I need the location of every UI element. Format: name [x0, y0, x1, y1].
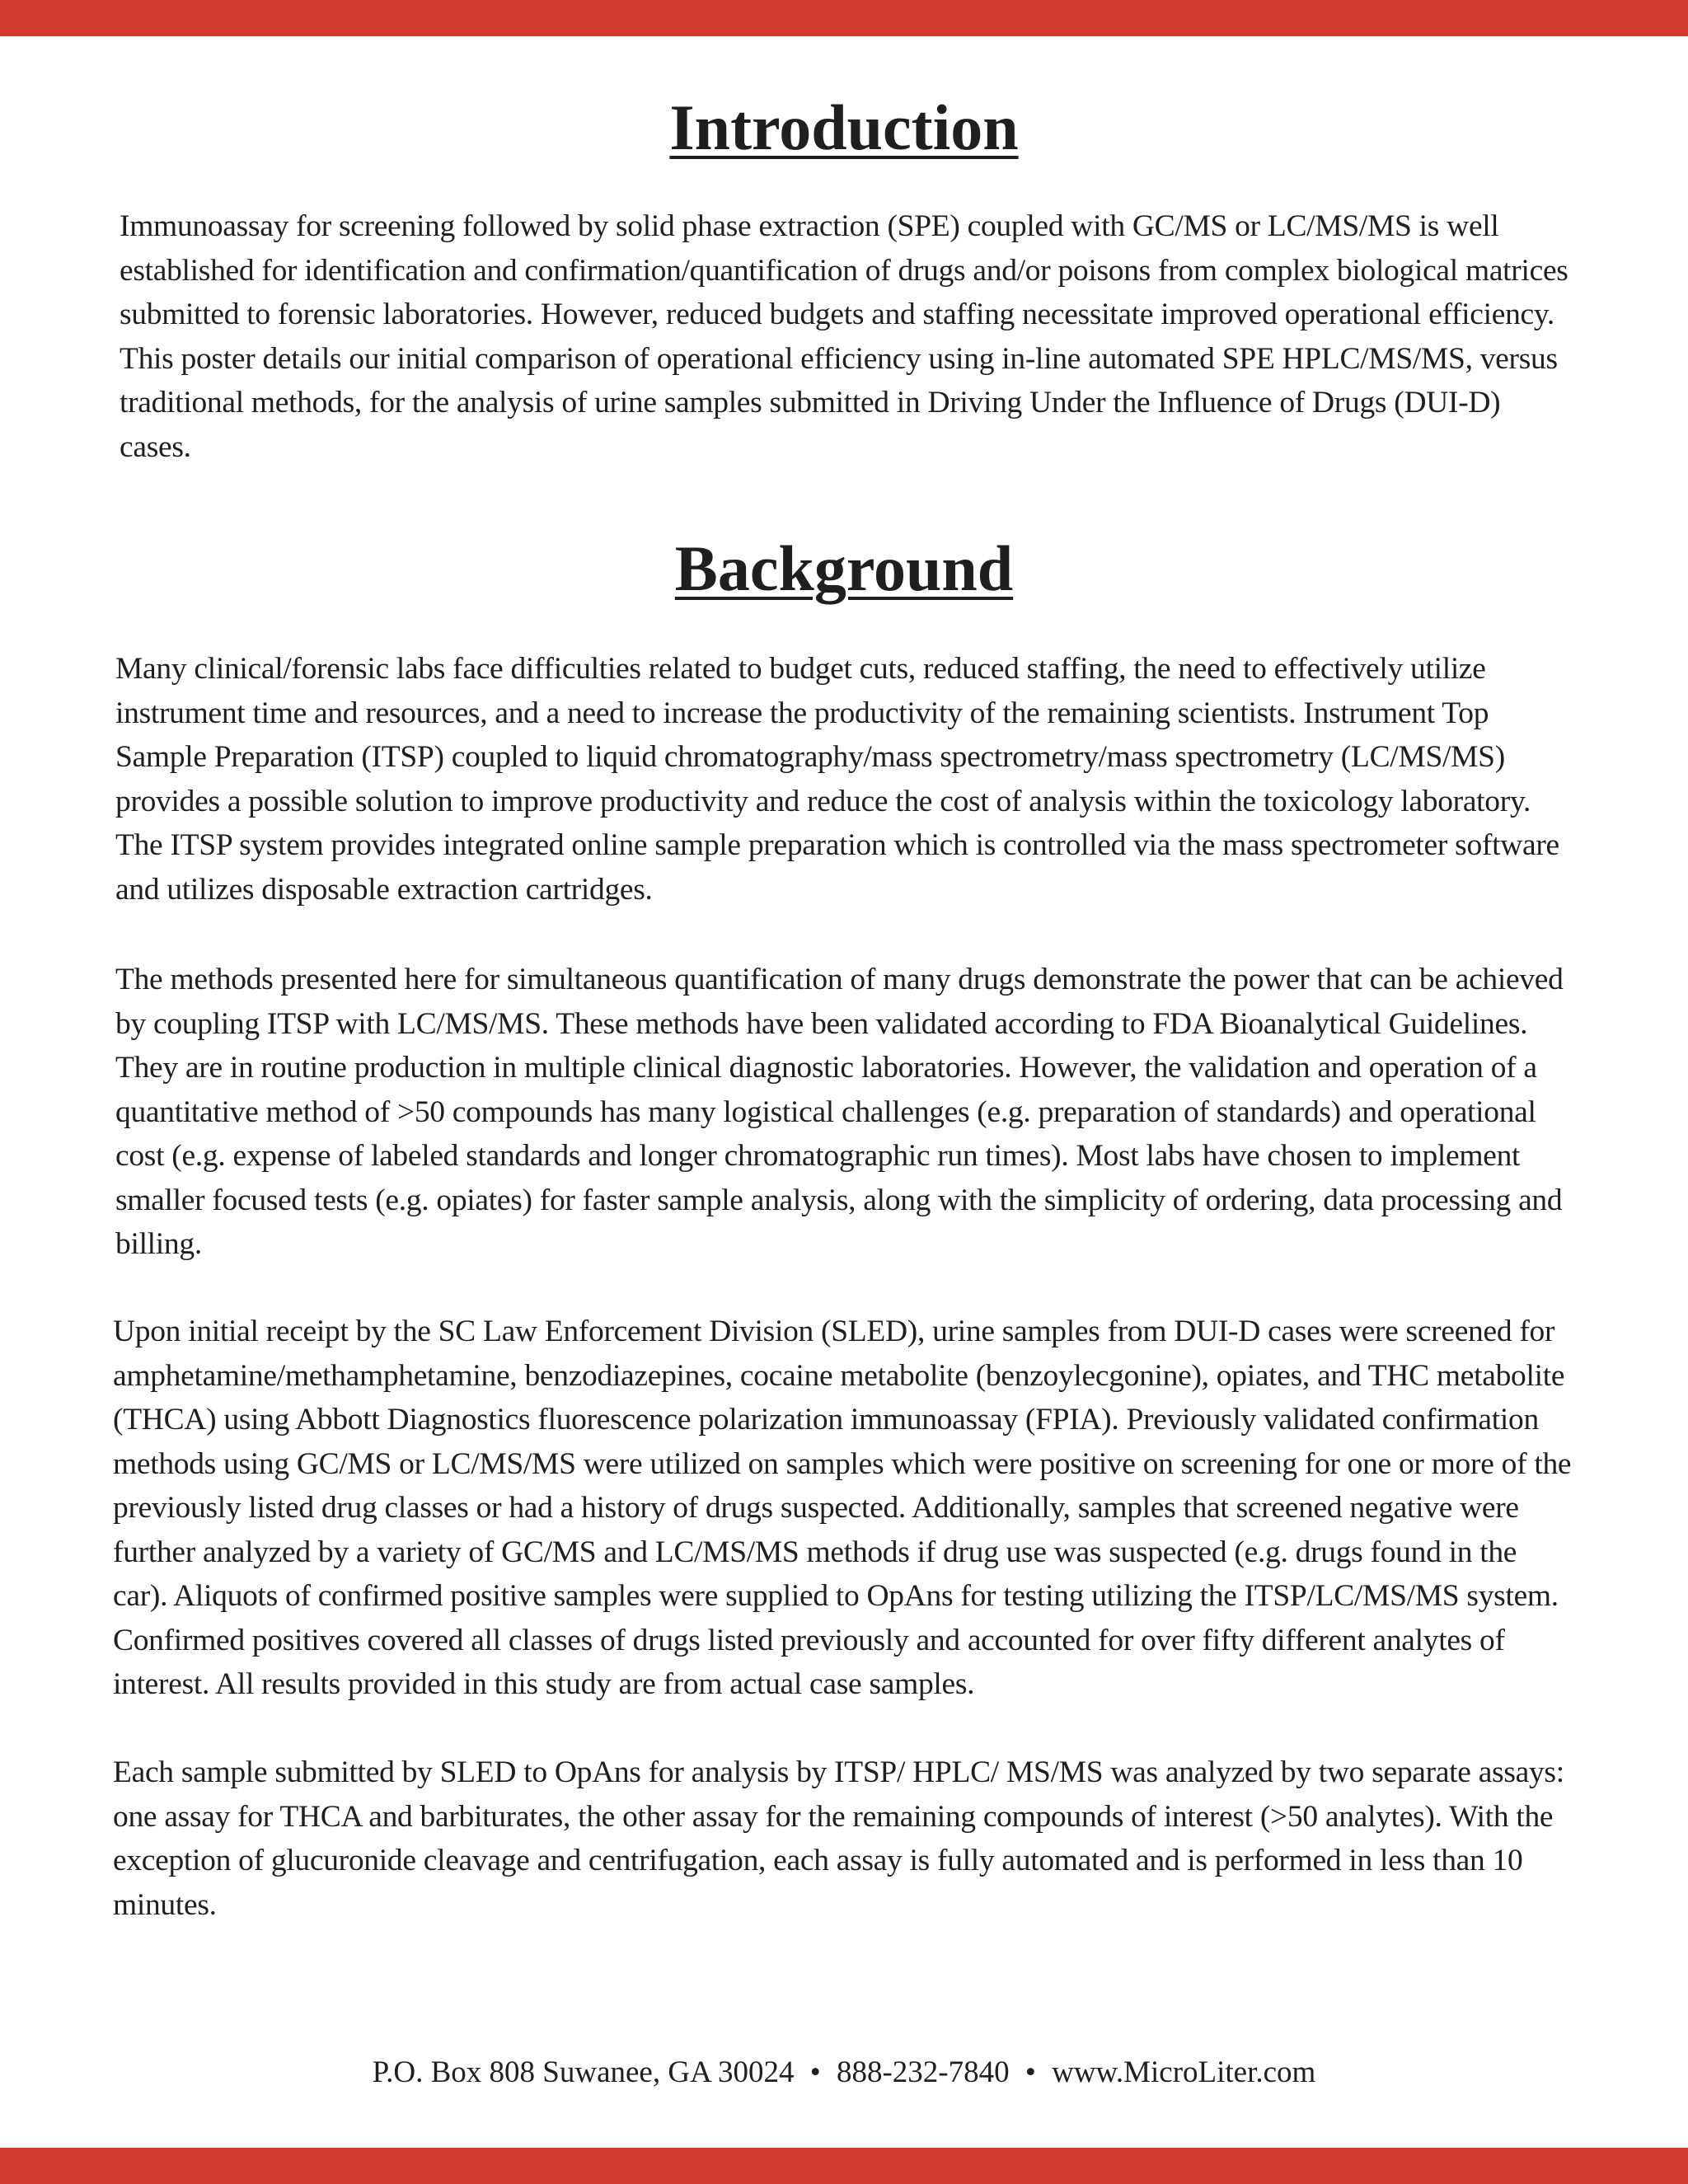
footer-address: P.O. Box 808 Suwanee, GA 30024 — [372, 2055, 795, 2089]
footer-separator: • — [809, 2055, 821, 2089]
footer-phone: 888-232-7840 — [836, 2055, 1010, 2089]
footer-website-link[interactable]: www.MicroLiter.com — [1052, 2055, 1316, 2089]
introduction-paragraph: Immunoassay for screening followed by solid phase extraction (SPE) coupled with GC/MS or LC/MS/MS is well established for identification and confirmation/quantification of drugs and/or poisons from complex biological matrices submitted to forensic laboratories. However, reduced budgets and staffing necessitate improved operational efficiency. This poster details our initial comparison of operational efficiency using in-line automated SPE HPLC/MS/MS, versus traditional methods, for the analysis of urine samples submitted in Driving Under the Influence of Drugs (DUI-D) cases. — [120, 209, 1568, 464]
background-heading: Background — [674, 532, 1014, 604]
footer-separator: • — [1025, 2055, 1036, 2089]
footer-contact — [0, 2052, 1688, 2093]
bottom-accent-bar — [0, 2148, 1688, 2184]
introduction-heading: Introduction — [669, 91, 1019, 163]
background-paragraph-3: Upon initial receipt by the SC Law Enforcement Division (SLED), urine samples from DUI-D cases were screened for amphetamine/methamphetamine, benzodiazepines, cocaine metabolite (benzoylecgonine), opiates, and THC metabolite (THCA) using Abbott Diagnostics fluorescence polarization immunoassay (FPIA). Previously validated confirmation methods using GC/MS or LC/MS/MS were utilized on samples which were positive on screening for one or more of the previously listed drug classes or had a history of drugs suspected. Additionally, samples that screened negative were further analyzed by a variety of GC/MS and LC/MS/MS methods if drug use was suspected (e.g. drugs found in the car). Aliquots of confirmed positive samples were supplied to OpAns for testing utilizing the ITSP/LC/MS/MS system. Confirmed positives covered all classes of drugs listed previously and accounted for over fifty different analytes of interest. All results provided in this study are from actual case samples. — [113, 1315, 1572, 1701]
background-paragraph-2: The methods presented here for simultaneous quantification of many drugs demonstrate the power that can be achieved by coupling ITSP with LC/MS/MS. These methods have been validated according to FDA Bioanalytical Guidelines. They are in routine production in multiple clinical diagnostic laboratories. However, the validation and operation of a quantitative method of >50 compounds has many logistical challenges (e.g. preparation of standards) and operational cost (e.g. expense of labeled standards and longer chromatographic run times). Most labs have chosen to implement smaller focused tests (e.g. opiates) for faster sample analysis, along with the simplicity of ordering, data processing and billing. — [115, 963, 1564, 1261]
background-paragraph-4: Each sample submitted by SLED to OpAns for analysis by ITSP/ HPLC/ MS/MS was analyzed by two separate assays: one assay for THCA and barbiturates, the other assay for the remaining compounds of interest (>50 analytes). With the exception of glucuronide cleavage and centrifugation, each assay is fully automated and is performed in less than 10 minutes. — [113, 1755, 1564, 1922]
top-accent-bar — [0, 0, 1688, 36]
background-paragraph-1: Many clinical/forensic labs face difficulties related to budget cuts, reduced staffing, the need to effectively utilize instrument time and resources, and a need to increase the productivity of the remaining scientists. Instrument Top Sample Preparation (ITSP) coupled to liquid chromatography/mass spectrometry/mass spectrometry (LC/MS/MS) provides a possible solution to improve productivity and reduce the cost of analysis within the toxicology laboratory. The ITSP system provides integrated online sample preparation which is controlled via the mass spectrometer software and utilizes disposable extraction cartridges. — [115, 652, 1559, 907]
